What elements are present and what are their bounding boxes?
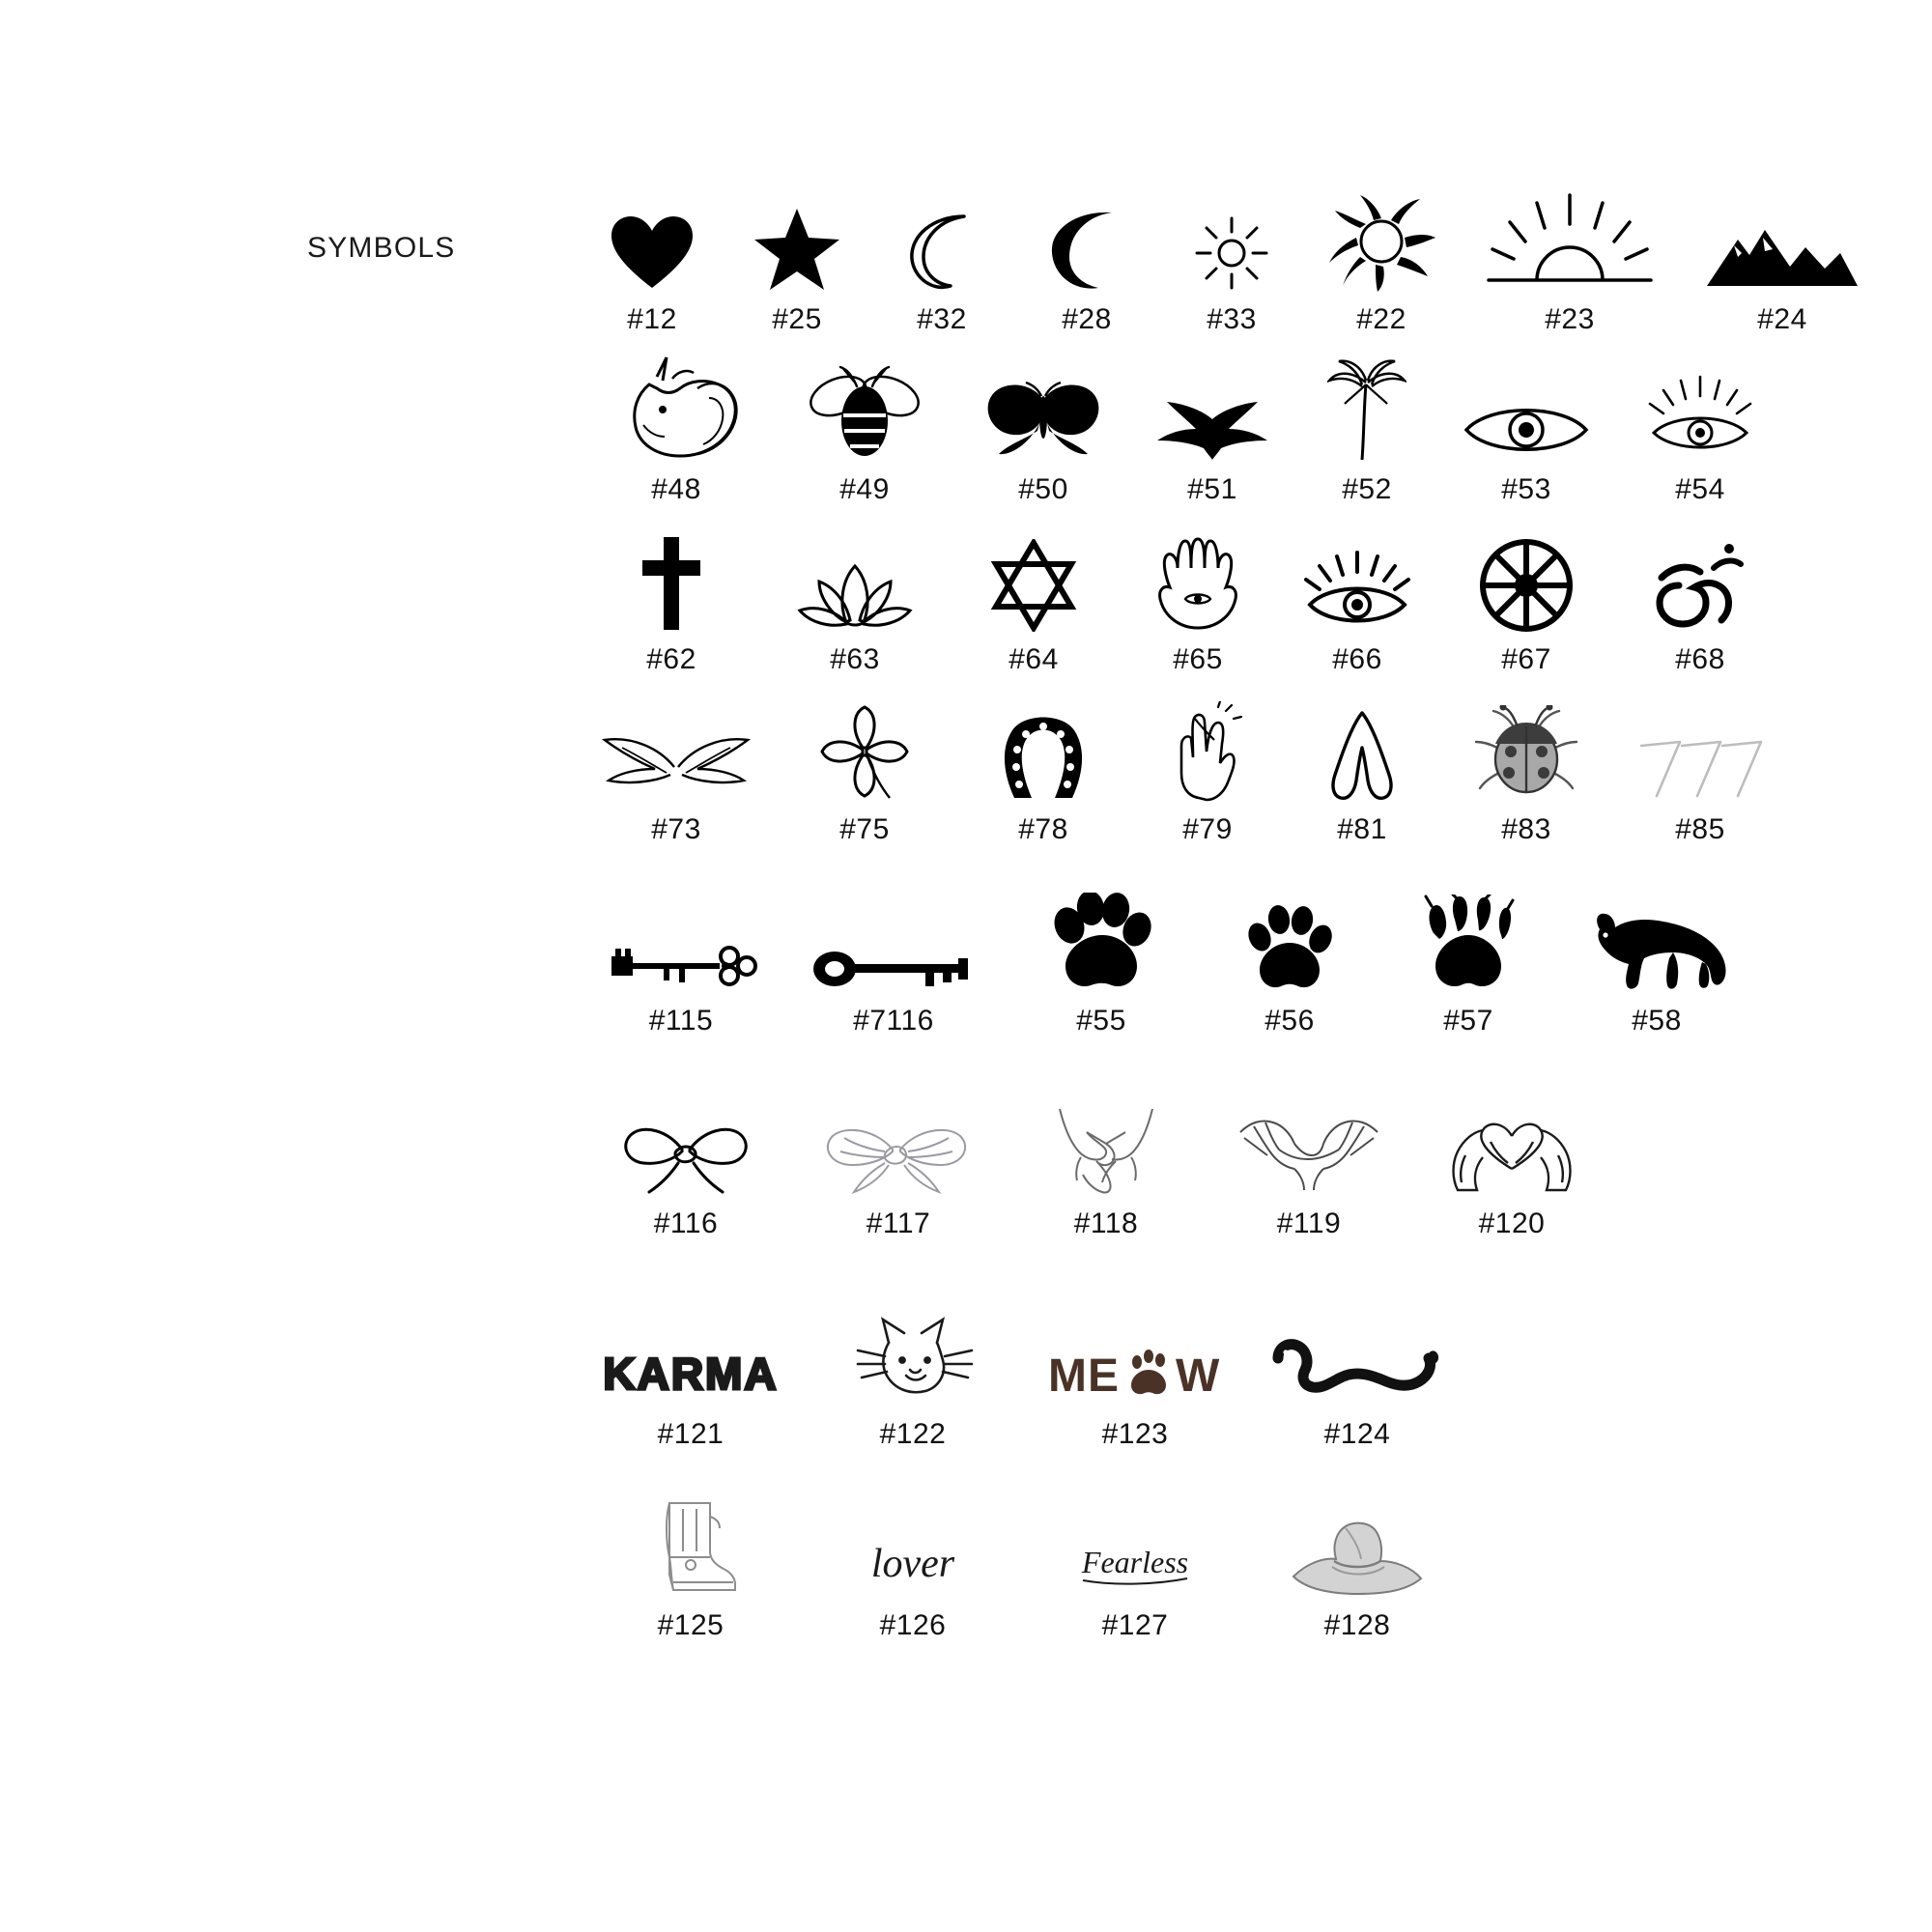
symbol-cell[interactable]	[1294, 354, 1439, 506]
angel-wings-icon	[580, 694, 773, 802]
symbol-row	[580, 885, 1884, 1037]
heart-icon	[580, 184, 724, 292]
symbol-cell[interactable]	[1304, 184, 1459, 336]
symbol-label: #51	[1187, 473, 1237, 505]
symbol-label: #28	[1062, 303, 1112, 335]
crescent-moon-outline-icon	[869, 184, 1014, 292]
sunrise-icon	[1459, 184, 1681, 292]
star-of-david-icon	[947, 524, 1121, 632]
symbol-cell[interactable]	[1121, 524, 1275, 676]
karma-wordmark-icon	[580, 1298, 802, 1406]
symbol-label: #63	[830, 643, 880, 675]
symbol-row	[580, 694, 1884, 846]
symbol-cell[interactable]	[1246, 1490, 1468, 1642]
symbol-label: #67	[1501, 643, 1551, 675]
horseshoe-icon	[956, 694, 1130, 802]
symbol-cell[interactable]	[947, 524, 1121, 676]
symbol-label: #117	[866, 1208, 931, 1239]
sun-sketch-icon	[1304, 184, 1459, 292]
bear-icon	[1555, 885, 1758, 993]
linked-pinkies-icon	[1208, 1088, 1410, 1196]
lover-script-icon	[802, 1490, 1024, 1598]
symbol-row	[580, 184, 1884, 336]
symbol-label: #115	[648, 1005, 714, 1037]
symbol-label: #119	[1276, 1208, 1342, 1239]
bird-flying-icon	[1130, 354, 1294, 462]
cowboy-hat-icon	[1246, 1490, 1468, 1598]
section-title: SYMBOLS	[307, 232, 456, 264]
symbol-cell[interactable]	[580, 1490, 802, 1642]
karma-text: KARMA	[603, 1349, 779, 1399]
symbol-cell[interactable]	[782, 885, 1005, 1037]
cowboy-boot-icon	[580, 1490, 802, 1598]
symbol-label: #120	[1478, 1208, 1546, 1239]
symbol-cell[interactable]	[1159, 184, 1304, 336]
crescent-moon-solid-icon	[1014, 184, 1159, 292]
sun-small-rays-icon	[1159, 184, 1304, 292]
mountains-icon	[1681, 184, 1884, 292]
meow-text-left: ME	[1048, 1350, 1120, 1402]
butterfly-icon	[956, 354, 1130, 462]
eye-with-rays-icon	[1613, 354, 1787, 462]
bow-outline-icon	[580, 1088, 792, 1196]
symbol-label: #116	[653, 1208, 719, 1239]
symbol-cell[interactable]	[802, 1490, 1024, 1642]
fearless-script-icon	[1024, 1490, 1246, 1598]
star-icon	[724, 184, 869, 292]
symbol-label: #62	[646, 643, 696, 675]
symbol-label: #118	[1073, 1208, 1139, 1239]
symbol-label: #121	[657, 1418, 724, 1450]
symbol-row	[580, 1490, 1884, 1642]
symbol-label: #75	[839, 813, 890, 845]
symbol-label: #123	[1101, 1418, 1169, 1450]
symbol-cell[interactable]	[580, 184, 724, 336]
symbol-cell[interactable]	[792, 1088, 1005, 1240]
symbol-label: #50	[1018, 473, 1068, 505]
symbol-cell[interactable]	[1459, 184, 1681, 336]
ribbon-bow-icon	[792, 1088, 1005, 1196]
symbol-label: #125	[657, 1609, 724, 1641]
four-leaf-clover-icon	[773, 694, 956, 802]
symbol-label: #68	[1675, 643, 1725, 675]
symbol-cell[interactable]	[580, 354, 773, 506]
symbol-label: #73	[651, 813, 701, 845]
symbol-cell[interactable]	[763, 524, 947, 676]
eye-of-providence-icon	[1275, 524, 1439, 632]
symbol-cell[interactable]	[580, 1088, 792, 1240]
unicorn-icon	[580, 354, 773, 462]
symbol-row	[580, 354, 1884, 506]
meow-text-right: W	[1176, 1350, 1220, 1402]
paw-print-small-icon	[1198, 885, 1381, 993]
symbol-label: #48	[651, 473, 701, 505]
symbol-cell[interactable]	[1005, 885, 1198, 1037]
symbol-label: #23	[1545, 303, 1595, 335]
symbol-cell[interactable]	[1439, 524, 1613, 676]
symbol-label: #7116	[853, 1005, 934, 1037]
holding-hands-icon	[1005, 1088, 1208, 1196]
symbol-label: #49	[839, 473, 890, 505]
symbol-row	[580, 524, 1884, 676]
symbol-label: #78	[1018, 813, 1068, 845]
symbol-cell[interactable]	[1246, 1298, 1468, 1451]
symbol-cell[interactable]	[1410, 1088, 1613, 1240]
symbol-label: #22	[1356, 303, 1406, 335]
symbol-label: #126	[879, 1609, 947, 1641]
symbol-label: #83	[1501, 813, 1551, 845]
symbol-label: #56	[1264, 1005, 1315, 1037]
ornate-key-icon	[580, 885, 782, 993]
symbol-cell[interactable]	[802, 1298, 1024, 1451]
symbol-label: #65	[1173, 643, 1223, 675]
symbol-cell[interactable]	[1613, 524, 1787, 676]
symbol-label: #124	[1323, 1418, 1391, 1450]
symbol-cell[interactable]	[1005, 1088, 1208, 1240]
skeleton-key-icon	[782, 885, 1005, 993]
symbol-cell[interactable]	[580, 885, 782, 1037]
paw-print-round-icon	[1005, 885, 1198, 993]
hand-heart-icon	[1410, 1088, 1613, 1196]
symbol-cell[interactable]	[580, 524, 763, 676]
symbol-cell[interactable]	[1275, 524, 1439, 676]
symbol-label: #66	[1332, 643, 1382, 675]
symbol-cell[interactable]	[773, 694, 956, 846]
symbol-cell[interactable]	[1439, 694, 1613, 846]
symbol-label: #53	[1501, 473, 1551, 505]
crossed-fingers-icon	[1130, 694, 1285, 802]
symbol-label: #57	[1443, 1005, 1493, 1037]
symbol-label: #127	[1101, 1609, 1169, 1641]
symbol-label: #33	[1207, 303, 1257, 335]
symbol-label: #85	[1675, 813, 1725, 845]
symbol-label: #24	[1757, 303, 1807, 335]
symbol-row	[580, 1298, 1884, 1451]
symbol-cell[interactable]	[1381, 885, 1555, 1037]
lover-text: lover	[870, 1542, 955, 1586]
symbol-cell[interactable]	[1439, 354, 1613, 506]
symbol-cell[interactable]	[724, 184, 869, 336]
symbol-label: #55	[1076, 1005, 1126, 1037]
symbol-label: #81	[1337, 813, 1387, 845]
eye-icon	[1439, 354, 1613, 462]
symbol-label: #122	[879, 1418, 947, 1450]
symbol-cell[interactable]	[1130, 694, 1285, 846]
symbol-cell[interactable]	[1681, 184, 1884, 336]
symbol-cell[interactable]	[1198, 885, 1381, 1037]
symbol-cell[interactable]	[1208, 1088, 1410, 1240]
lotus-icon	[763, 524, 947, 632]
symbol-cell[interactable]	[1024, 1490, 1246, 1642]
snake-icon	[1246, 1298, 1468, 1406]
symbol-row	[580, 1088, 1884, 1240]
symbol-cell[interactable]	[1555, 885, 1758, 1037]
symbol-label: #12	[627, 303, 677, 335]
symbol-cell[interactable]	[1613, 354, 1787, 506]
symbol-grid	[580, 184, 1884, 1660]
symbol-cell[interactable]	[869, 184, 1014, 336]
symbol-label: #64	[1009, 643, 1059, 675]
symbol-label: #128	[1323, 1609, 1391, 1641]
symbol-cell[interactable]	[1613, 694, 1787, 846]
fearless-text: Fearless	[1081, 1545, 1189, 1579]
symbol-label: #79	[1182, 813, 1233, 845]
symbol-cell[interactable]	[773, 354, 956, 506]
symbol-cell[interactable]	[956, 354, 1130, 506]
symbol-cell[interactable]	[580, 694, 773, 846]
meow-wordmark-icon	[1024, 1298, 1246, 1406]
dharma-wheel-icon	[1439, 524, 1613, 632]
wishbone-icon	[1285, 694, 1439, 802]
cat-face-icon	[802, 1298, 1024, 1406]
paw-print-claws-icon	[1381, 885, 1555, 993]
symbol-label: #32	[917, 303, 967, 335]
om-icon	[1613, 524, 1787, 632]
angel-number-777-icon	[1613, 694, 1787, 802]
cross-icon	[580, 524, 763, 632]
symbol-cell[interactable]	[956, 694, 1130, 846]
symbol-label: #25	[772, 303, 822, 335]
ladybug-icon	[1439, 694, 1613, 802]
symbol-cell[interactable]	[1130, 354, 1294, 506]
hamsa-hand-icon	[1121, 524, 1275, 632]
symbol-label: #52	[1342, 473, 1392, 505]
symbol-cell[interactable]	[1285, 694, 1439, 846]
symbol-label: #58	[1632, 1005, 1682, 1037]
symbol-cell[interactable]	[1014, 184, 1159, 336]
symbol-cell[interactable]	[1024, 1298, 1246, 1451]
symbol-cell[interactable]	[580, 1298, 802, 1451]
symbol-label: #54	[1675, 473, 1725, 505]
bee-icon	[773, 354, 956, 462]
palm-tree-icon	[1294, 354, 1439, 462]
